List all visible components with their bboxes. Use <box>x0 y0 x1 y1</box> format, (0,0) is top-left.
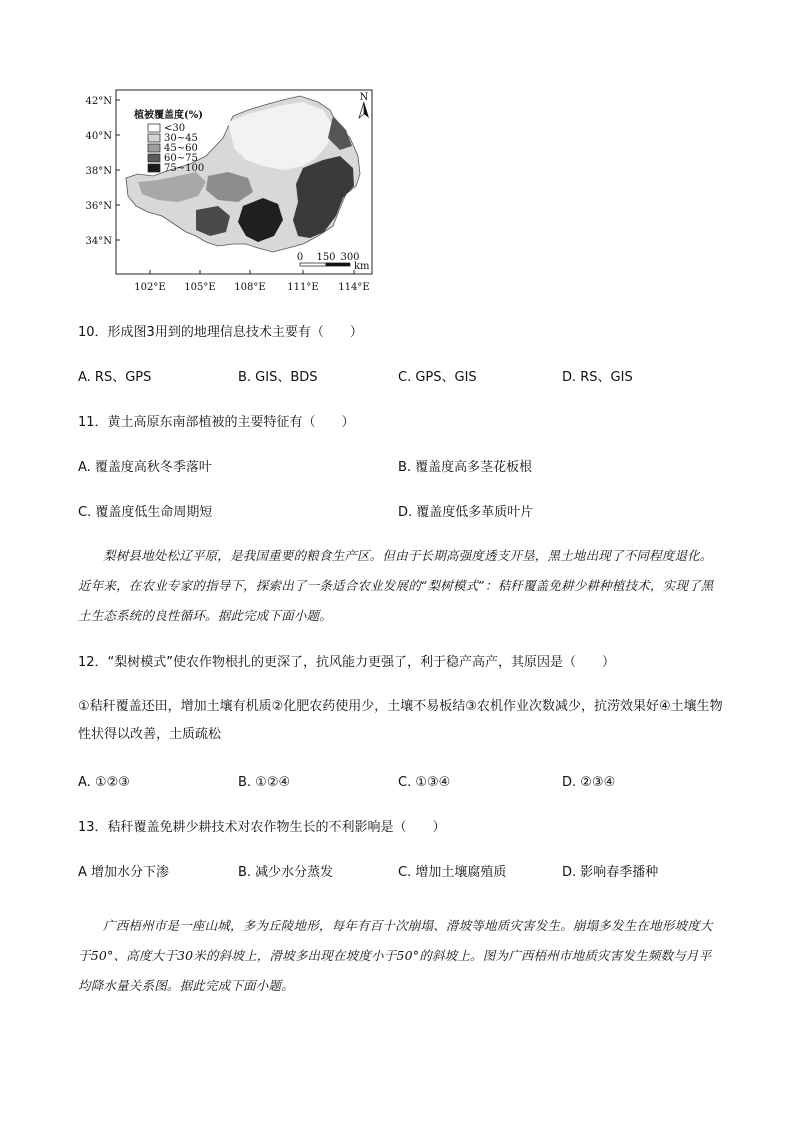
legend-swatch-4 <box>148 164 160 172</box>
legend-label-0: <30 <box>164 123 186 134</box>
question-12: 12．“梨树模式”使农作物根扎的更深了，抗风能力更强了，利于稳产高产，其原因是（ ） <box>78 655 616 670</box>
q11-option-c[interactable]: C. 覆盖度低生命周期短 <box>78 505 213 520</box>
question-10: 10．形成图3用到的地理信息技术主要有（ ） <box>78 325 363 340</box>
q12-option-d[interactable]: D. ②③④ <box>562 775 616 790</box>
lon-label-111: 111°E <box>287 282 319 293</box>
question-11: 11．黄土高原东南部植被的主要特征有（ ） <box>78 415 355 430</box>
q10-option-b[interactable]: B. GIS、BDS <box>238 370 318 385</box>
q11-option-d[interactable]: D. 覆盖度低多革质叶片 <box>398 505 534 520</box>
q11-option-b[interactable]: B. 覆盖度高多茎花板根 <box>398 460 533 475</box>
lon-label-108: 108°E <box>234 282 266 293</box>
scale-label-300: 300 <box>340 252 360 263</box>
north-label: N <box>359 92 369 103</box>
lat-label-34: 34°N <box>85 236 112 247</box>
q13-option-c[interactable]: C. 增加土壤腐殖质 <box>398 865 507 880</box>
lat-label-40: 40°N <box>85 131 112 142</box>
q11-option-a[interactable]: A. 覆盖度高秋冬季落叶 <box>78 460 212 475</box>
lon-label-102: 102°E <box>134 282 166 293</box>
scale-label-150: 150 <box>316 252 336 263</box>
q13-option-b[interactable]: B. 减少水分蒸发 <box>238 865 334 880</box>
scale-unit: km <box>354 261 370 272</box>
lat-label-36: 36°N <box>85 201 112 212</box>
q12-option-a[interactable]: A. ①②③ <box>78 775 130 790</box>
q13-option-a[interactable]: A 增加水分下渗 <box>78 865 170 880</box>
lat-label-42: 42°N <box>85 96 112 107</box>
legend-label-4: 75~100 <box>164 163 205 174</box>
q13-option-d[interactable]: D. 影响春季播种 <box>562 865 659 880</box>
passage-lishu-text: 梨树县地处松辽平原，是我国重要的粮食生产区。但由于长期高强度透支开垦，黑土地出现了不同程度退化。近年来，在农业专家的指导下，探索出了一条适合农业发展的“梨树模式”：秸秆覆盖免耕少耕种植技术，实现了黑土生态系统的良性循环。据此完成下面小题。 <box>78 548 714 623</box>
legend-label-3: 60~75 <box>164 153 198 164</box>
q10-option-a[interactable]: A. RS、GPS <box>78 370 152 385</box>
lon-label-105: 105°E <box>184 282 216 293</box>
q12-statements: ①秸秆覆盖还田，增加土壤有机质②化肥农药使用少，土壤不易板结③农机作业次数减少，抗涝效果好④土壤生物性状得以改善，土质疏松 <box>78 699 723 742</box>
question-13: 13．秸秆覆盖免耕少耕技术对农作物生长的不利影响是（ ） <box>78 820 446 835</box>
legend-title: 植被覆盖度(%) <box>134 110 203 121</box>
lat-label-38: 38°N <box>85 166 112 177</box>
vegetation-coverage-map <box>78 86 378 306</box>
q12-option-b[interactable]: B. ①②④ <box>238 775 291 790</box>
legend-swatch-2 <box>148 144 160 152</box>
legend-swatch-3 <box>148 154 160 162</box>
q10-option-c[interactable]: C. GPS、GIS <box>398 370 477 385</box>
legend-label-1: 30~45 <box>164 133 198 144</box>
latitude-axis <box>86 96 120 247</box>
passage-lishu-model <box>78 541 720 631</box>
passage-wuzhou-text: 广西梧州市是一座山城，多为丘陵地形，每年有百十次崩塌、滑坡等地质灾害发生。崩塌多发生在地形坡度大于50°、高度大于30米的斜坡上，滑坡多出现在坡度小于50°的斜坡上。图为广西梧州市地质灾害发生频数与月平均降水量关系图。据此完成下面小题。 <box>78 918 713 993</box>
q12-option-c[interactable]: C. ①③④ <box>398 775 451 790</box>
scale-label-0: 0 <box>296 252 304 263</box>
legend-swatch-1 <box>148 134 160 142</box>
lon-label-114: 114°E <box>338 282 370 293</box>
legend-swatch-0 <box>148 124 160 132</box>
q10-option-d[interactable]: D. RS、GIS <box>562 370 633 385</box>
passage-wuzhou <box>78 911 720 1001</box>
legend-label-2: 45~60 <box>164 143 198 154</box>
